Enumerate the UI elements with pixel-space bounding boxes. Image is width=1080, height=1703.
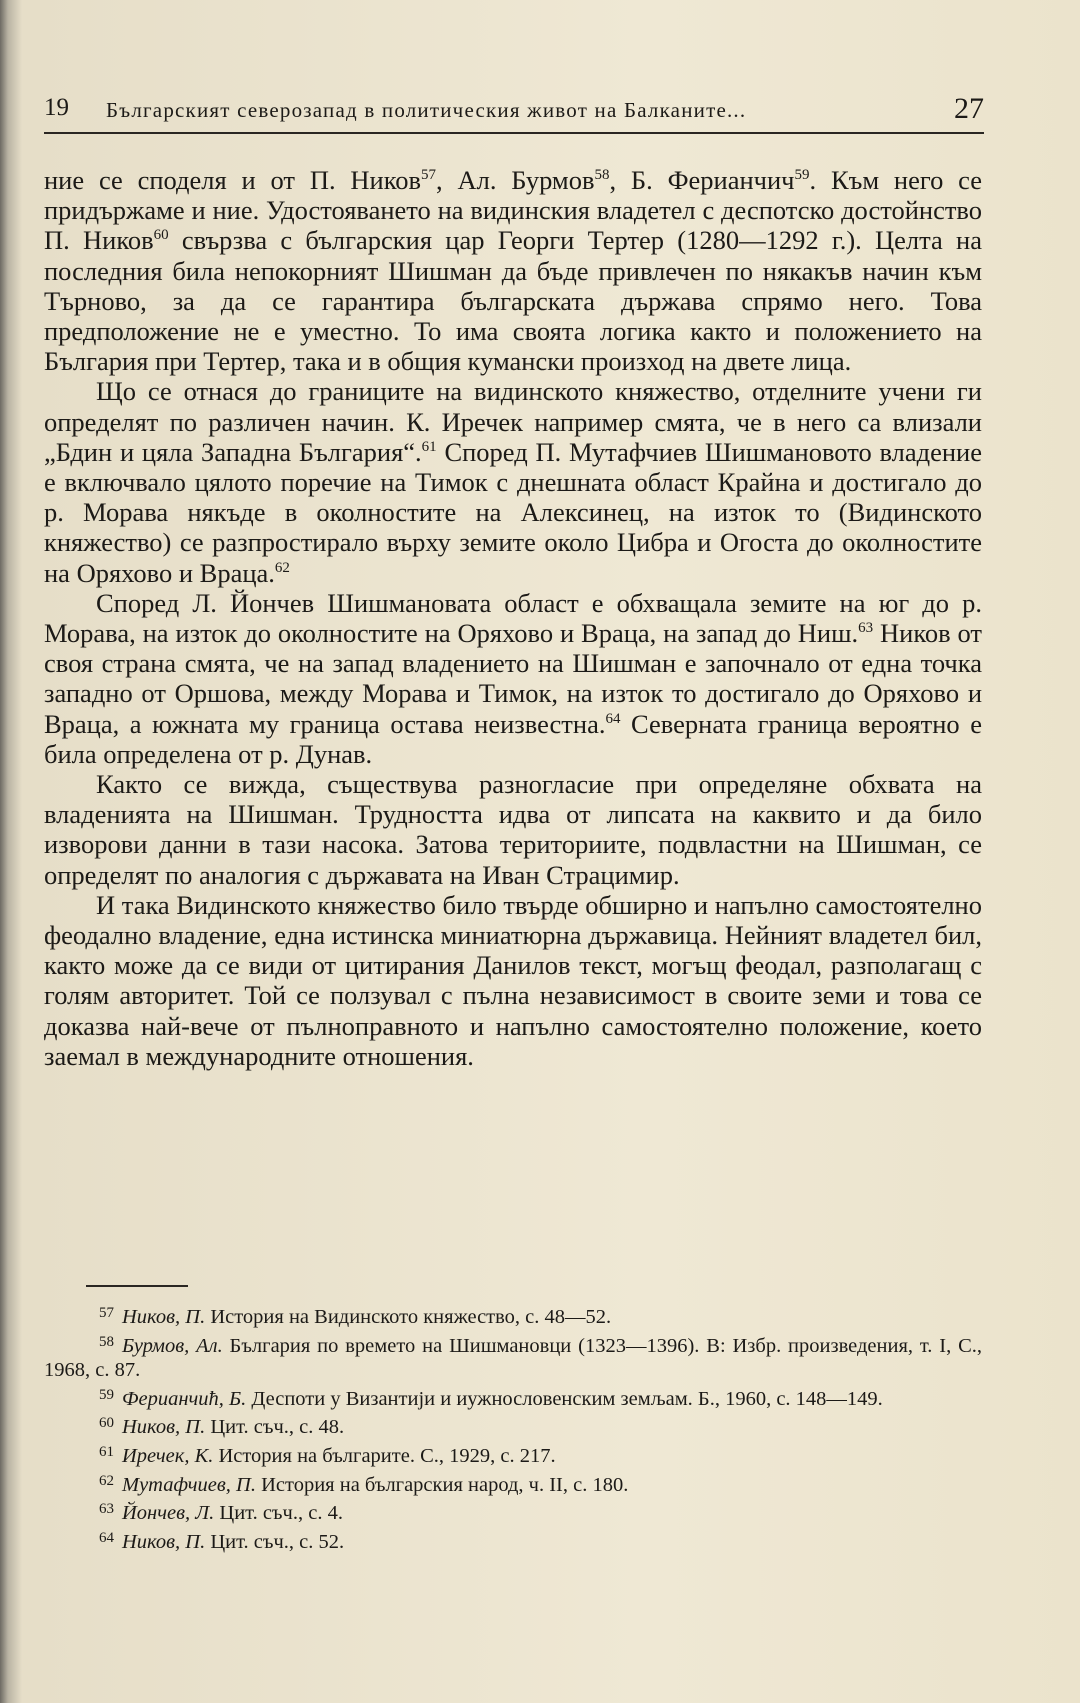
paragraph-5: И така Видинското княжество било твърде обширно и напълно самостоятелно феодално владение, една истинска миниатюрна държавица. Нейният владетел бил, както може да се види от цитирания Данилов текст, могъщ феодал, разполагащ с голям авторитет. Той се ползувал с пълна независимост в своите земи и това се доказва най-вече от пълноправното и напълно самостоятелно положение, което заемал в международните отношения. [44, 889, 982, 1071]
text-run: , Ал. Бурмов [436, 165, 595, 195]
text-run: свързва с българския цар Георги Тертер (1280—1292 г.). Целта на последния била непокорният Шишман да бъде привлечен по някакъв начин към Търново, за да се гарантира българската държава спрямо него. Това предположение не е уместно. То има своята логика както и положението на България при Тертер, така и в общия кумански произход на двете лица. [44, 225, 982, 377]
text-run: Според Л. Йончев Шишмановата област е обхващала земите на юг до р. Морава, на изток до околностите на Оряхово и Враца, на запад до Ниш. [44, 587, 982, 649]
footnote-ref: 62 [274, 559, 290, 576]
footnote-ref: 60 [153, 227, 169, 244]
footnote-ref: 61 [421, 438, 437, 455]
text-run: ние се споделя и от П. Ников [44, 165, 422, 195]
footnote-ref: 57 [421, 167, 437, 183]
footnote-text: Деспоти у Византији и иужнословенским земљам. Б., 1960, с. 148—149. [246, 1387, 883, 1410]
text-run: Според П. Мутафчиев Шишмановото владение е включвало цялото поречие на Тимок с днешната област Крайна и достигало до р. Морава някъде в околностите на Алексинец, на изток то (Видинското княжество) се разпростирало върху земите около Цибра и Огоста до околностите на Оряхово и Враца. [44, 436, 982, 588]
footnote-number: 62 [99, 1472, 114, 1489]
footnote-author: Ников, П. [122, 1306, 206, 1328]
footnote-text: Цит. съч., с. 48. [205, 1416, 345, 1439]
footnote-ref: 64 [605, 710, 621, 727]
footnote [44, 1411, 982, 1440]
footnote-author: Ников, П. [122, 1530, 206, 1553]
page-number: 27 [954, 92, 984, 125]
footnote-number: 63 [99, 1501, 114, 1518]
main-text [44, 165, 982, 1071]
footnote-text: История на българите. С., 1929, с. 217. [213, 1444, 556, 1467]
footnote-author: Ферианчић, Б. [122, 1387, 247, 1410]
paragraph-4: Както се вижда, съществува разногласие при определяне обхвата на владенията на Шишман. Трудността идва от липсата на каквито и да било изворови данни в тази насока. Затова териториите, подвластни на Шишман, се определят по аналогия с държавата на Иван Страцимир. [44, 769, 982, 890]
footnote-text: България по времето на Шишмановци (1323—1396). В: Избр. произведения, т. I, С., 1968, с. 87. [44, 1334, 982, 1382]
footnote-text: Цит. съч., с. 52. [205, 1530, 345, 1553]
footnote-author: Ников, П. [122, 1416, 206, 1439]
footnote [44, 1526, 982, 1555]
text-run: Що се отнася до границите на видинското княжество, отделните учени ги определят по различен начин. К. Иречек например смята, че в него са влизали „Бдин и цяла Западна България“. [44, 376, 982, 467]
text-run: Ников от своя страна смята, че на запад владението на Шишман е започнало от една точка западно от Оршова, между Морава и Тимок, на изток то достигало до Оряхово и Враца, а южната му граница остава неизвестна. [44, 618, 983, 739]
footnote [44, 1497, 982, 1526]
footnote-number: 64 [99, 1529, 114, 1546]
footnote-ref: 58 [594, 167, 610, 183]
footnote-separator [86, 1285, 188, 1287]
footnote-author: Мутафчиев, П. [122, 1473, 256, 1496]
text-run: Северната граница вероятно е била определена от р. Дунав. [44, 708, 982, 769]
header-left-number: 19 [44, 94, 69, 121]
footnote [44, 1330, 982, 1383]
running-header [44, 92, 984, 134]
footnote [44, 1301, 982, 1330]
paragraph-2 [44, 376, 982, 587]
footnote [44, 1440, 982, 1469]
footnote-number: 57 [99, 1305, 114, 1321]
footnote-ref: 63 [858, 620, 874, 637]
footnote-number: 58 [99, 1333, 114, 1350]
text-run: , Б. Ферианчич [609, 165, 795, 195]
footnotes [44, 1301, 982, 1554]
footnote-author: Йончев, Л. [122, 1502, 215, 1525]
footnote [44, 1383, 982, 1412]
footnote [44, 1469, 982, 1498]
footnote-text: История на Видинското княжество, с. 48—52. [205, 1306, 612, 1328]
footnote-author: Иречек, К. [122, 1444, 214, 1467]
footnote-number: 59 [99, 1386, 114, 1403]
footnote-text: История на българския народ, ч. II, с. 180. [255, 1473, 629, 1496]
paragraph-3 [44, 588, 982, 769]
footnote-number: 60 [99, 1415, 114, 1432]
text-run: . Към него се придържаме и ние. Удостояването на видинския владетел с деспотско достойнство П. Ников [44, 165, 982, 256]
footnote-ref: 59 [794, 167, 810, 183]
footnote-text: Цит. съч., с. 4. [214, 1502, 343, 1525]
paragraph-1 [44, 165, 982, 376]
footnote-number: 61 [99, 1443, 114, 1460]
footnote-author: Бурмов, Ал. [122, 1334, 223, 1357]
running-title: Българският северозапад в политическия живот на Балканите... [106, 98, 747, 122]
